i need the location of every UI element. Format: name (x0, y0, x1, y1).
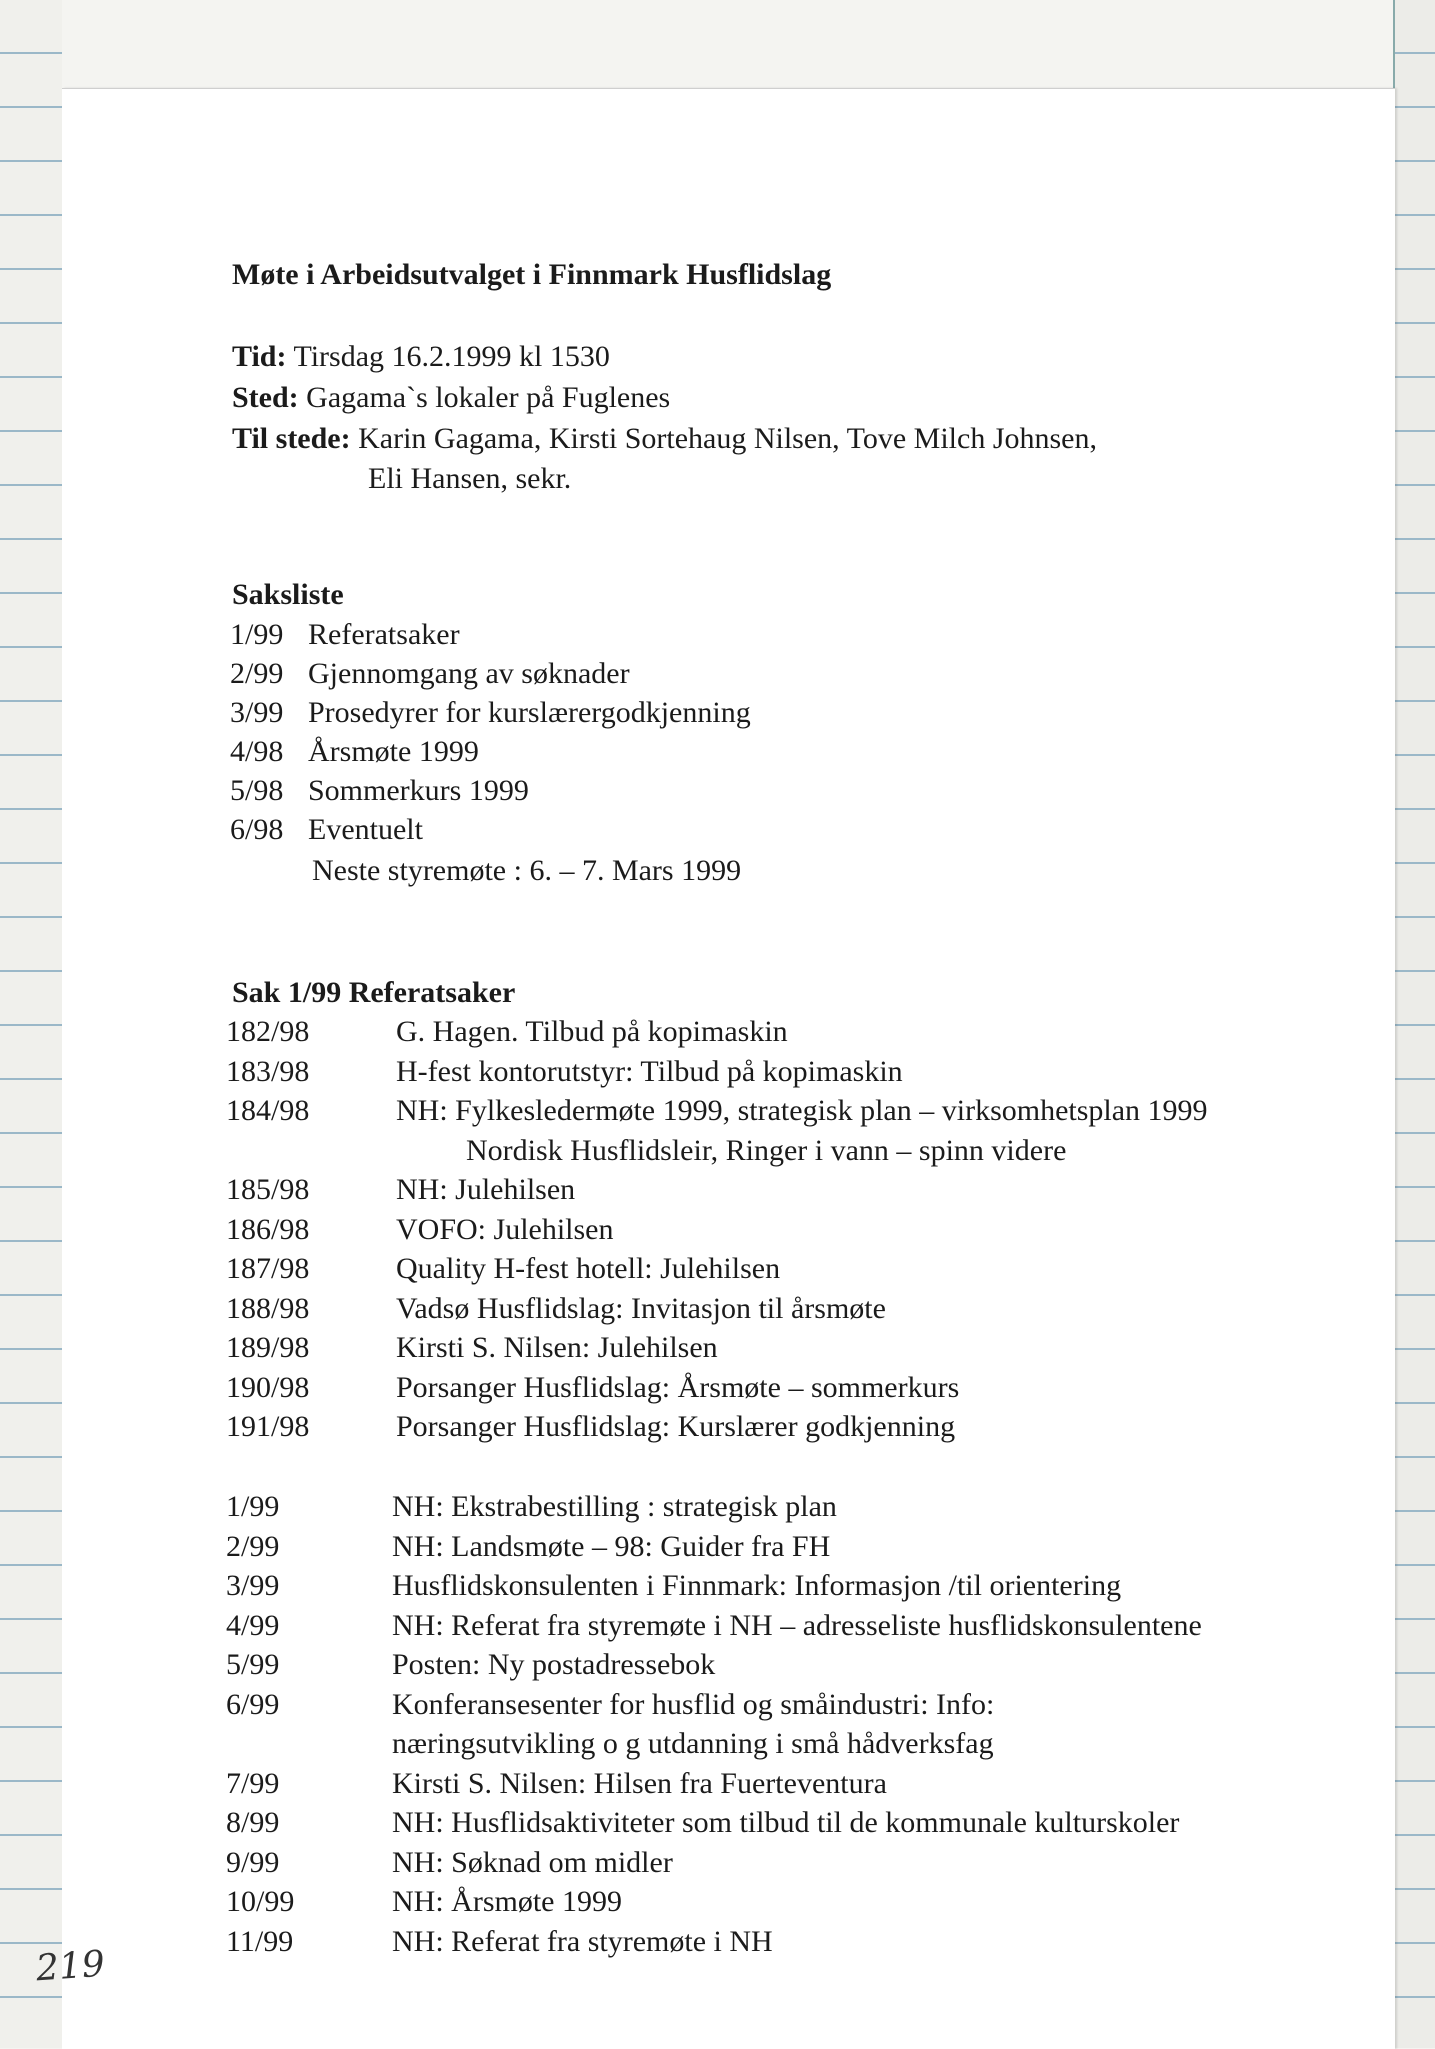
item-number: 184/98 (226, 1094, 310, 1127)
item-text: Porsanger Husflidslag: Årsmøte – sommerkurs (396, 1370, 960, 1404)
meta-sted (232, 381, 670, 415)
item-number: 6/98 (230, 813, 284, 846)
item-text: NH: Fylkesledermøte 1999, strategisk plan – virksomhetsplan 1999 (396, 1094, 1208, 1127)
item-text: Porsanger Husflidslag: Kurslærer godkjenning (396, 1410, 956, 1443)
meta-tid (232, 340, 610, 374)
item-number: 8/99 (226, 1806, 280, 1839)
til-stede-value: Karin Gagama, Kirsti Sortehaug Nilsen, Tove Milch Johnsen, (358, 422, 1097, 455)
item-number: 6/99 (226, 1687, 280, 1721)
item-text: Posten: Ny postadressebok (392, 1648, 716, 1681)
item-text: VOFO: Julehilsen (396, 1212, 614, 1246)
item-text: NH: Årsmøte 1999 (392, 1885, 622, 1918)
item-text: Husflidskonsulenten i Finnmark: Informasjon /til orientering (392, 1569, 1122, 1602)
meta-til-stede (232, 422, 1097, 456)
item-text: Eventuelt (308, 813, 423, 846)
next-meeting: Neste styremøte : 6. – 7. Mars 1999 (312, 854, 742, 887)
saksliste-heading: Saksliste (232, 578, 344, 611)
item-text: Quality H-fest hotell: Julehilsen (396, 1252, 781, 1285)
item-text: NH: Julehilsen (396, 1173, 576, 1206)
item-text: Referatsaker (308, 618, 460, 651)
item-number: 4/99 (226, 1608, 280, 1642)
item-text: NH: Referat fra styremøte i NH (392, 1924, 773, 1958)
item-number: 10/99 (226, 1885, 295, 1918)
item-number: 7/99 (226, 1766, 280, 1800)
binder-edge-right (1393, 0, 1435, 2048)
item-text: NH: Landsmøte – 98: Guider fra FH (392, 1529, 831, 1563)
item-number: 185/98 (226, 1173, 310, 1206)
sak1-heading: Sak 1/99 Referatsaker (232, 976, 516, 1009)
item-number: 190/98 (226, 1370, 310, 1404)
item-text: Vadsø Husflidslag: Invitasjon til årsmøte (396, 1291, 886, 1325)
item-number: 2/99 (226, 1529, 280, 1563)
item-text: H-fest kontorutstyr: Tilbud på kopimaskin (396, 1054, 903, 1088)
item-text: Nordisk Husflidsleir, Ringer i vann – spinn videre (466, 1133, 1067, 1167)
til-stede-label: Til stede: (232, 422, 351, 455)
item-number: 11/99 (226, 1924, 294, 1958)
item-number: 188/98 (226, 1291, 310, 1325)
tid-value: Tirsdag 16.2.1999 kl 1530 (293, 340, 610, 373)
item-number: 182/98 (226, 1015, 310, 1048)
document-title: Møte i Arbeidsutvalget i Finnmark Husflidslag (232, 258, 832, 291)
item-text: NH: Ekstrabestilling : strategisk plan (392, 1490, 837, 1523)
item-text: Kirsti S. Nilsen: Hilsen fra Fuerteventura (392, 1766, 887, 1800)
item-number: 189/98 (226, 1331, 310, 1364)
item-number: 183/98 (226, 1054, 310, 1088)
item-text: NH: Referat fra styremøte i NH – adresseliste husflidskonsulentene (392, 1608, 1202, 1642)
item-number: 1/99 (226, 1490, 280, 1523)
item-number: 4/98 (230, 735, 284, 768)
sted-value: Gagama`s lokaler på Fuglenes (306, 381, 671, 414)
item-text: NH: Husflidsaktiviteter som tilbud til de kommunale kulturskoler (392, 1806, 1180, 1839)
item-number: 3/99 (226, 1569, 280, 1602)
sted-label: Sted: (232, 381, 299, 414)
item-number: 1/99 (230, 618, 284, 651)
tid-label: Tid: (232, 340, 287, 373)
item-text: NH: Søknad om midler (392, 1845, 673, 1879)
item-number: 2/99 (230, 657, 284, 690)
item-number: 186/98 (226, 1212, 310, 1246)
item-number: 187/98 (226, 1252, 310, 1285)
item-text: G. Hagen. Tilbud på kopimaskin (396, 1015, 788, 1048)
meta-til-stede-cont: Eli Hansen, sekr. (368, 462, 572, 495)
item-number: 5/99 (226, 1648, 280, 1681)
item-text: Årsmøte 1999 (308, 735, 479, 768)
item-text: Sommerkurs 1999 (308, 774, 529, 807)
item-number: 191/98 (226, 1410, 310, 1443)
item-number: 5/98 (230, 774, 284, 807)
item-text: næringsutvikling o g utdanning i små hådverksfag (392, 1727, 994, 1760)
item-number: 9/99 (226, 1845, 280, 1879)
binder-edge-left (0, 0, 62, 2048)
handwritten-page-number: 219 (34, 1943, 107, 1990)
item-number: 3/99 (230, 696, 284, 729)
item-text: Gjennomgang av søknader (308, 657, 630, 690)
item-text: Kirsti S. Nilsen: Julehilsen (396, 1331, 718, 1364)
item-text: Konferansesenter for husflid og småindustri: Info: (392, 1687, 995, 1721)
item-text: Prosedyrer for kurslærergodkjenning (308, 696, 751, 729)
